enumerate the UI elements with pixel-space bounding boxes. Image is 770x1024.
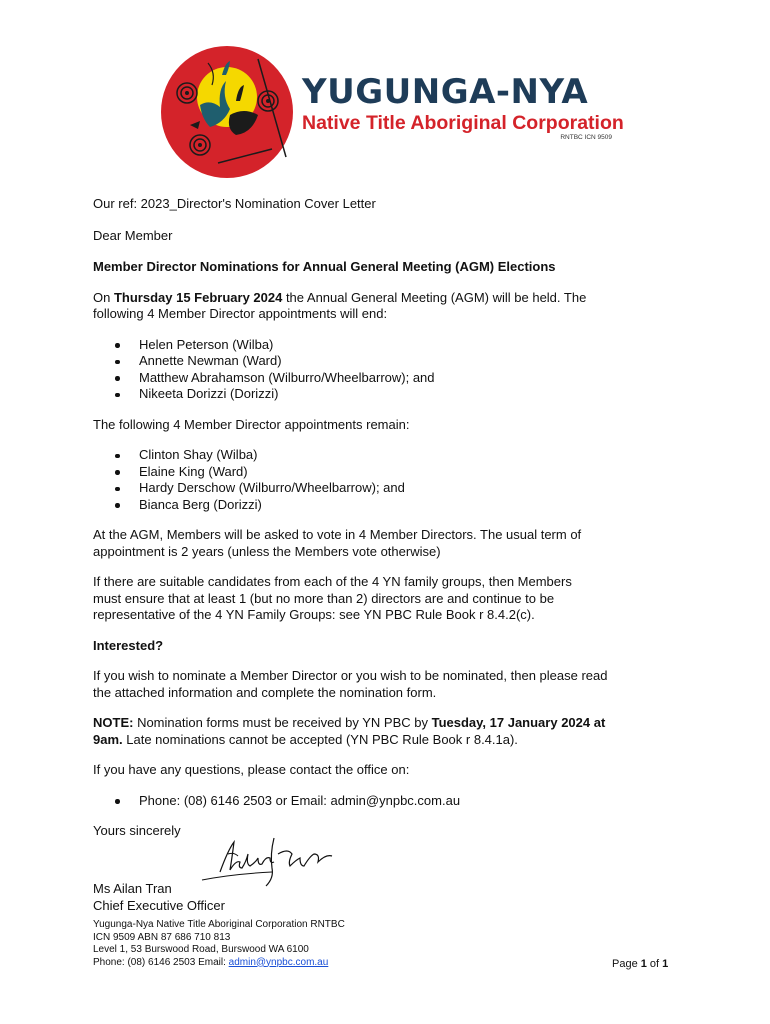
- nominate-paragraph: If you wish to nominate a Member Director or you wish to be nominated, then please read the attached information and complete the nomination form.: [93, 668, 608, 700]
- footer-contact: Phone: (08) 6146 2503 Email: admin@ynpbc.com.au: [93, 956, 329, 968]
- list-item: Elaine King (Ward): [93, 464, 673, 481]
- list-item: Nikeeta Dorizzi (Dorizzi): [93, 386, 673, 403]
- list-item: Helen Peterson (Wilba): [93, 337, 673, 354]
- intro-paragraph: On Thursday 15 February 2024 the Annual General Meeting (AGM) will be held. The following 4 Member Director appointments will end:: [93, 289, 587, 321]
- note-label: NOTE:: [93, 715, 134, 730]
- family-groups-paragraph: If there are suitable candidates from each of the 4 YN family groups, then Members must ensure that at least 1 (but no more than 2) directors are and continue to be representative of the 4 YN Family Groups: see YN PBC Rule Book r 8.4.2(c).: [93, 574, 572, 622]
- signatory-name: Ms Ailan Tran: [93, 881, 172, 896]
- footer-address: Level 1, 53 Burswood Road, Burswood WA 6100: [93, 944, 309, 955]
- questions-line: If you have any questions, please contact the office on:: [93, 762, 410, 777]
- letter-body: [93, 196, 673, 840]
- list-item: Phone: (08) 6146 2503 or Email: admin@ynpbc.com.au: [93, 793, 673, 810]
- organisation-registration: RNTBC ICN 9509: [560, 134, 612, 141]
- nomination-deadline: Tuesday, 17 January 2024 at: [431, 715, 606, 730]
- remain-intro: The following 4 Member Director appointments remain:: [93, 416, 410, 432]
- page-number: Page 1 of 1: [612, 958, 669, 970]
- footer-email-link[interactable]: admin@ynpbc.com.au: [228, 956, 329, 968]
- organisation-subtitle: Native Title Aboriginal Corporation: [302, 112, 624, 134]
- signatory-block: [93, 880, 225, 914]
- contact-list: [93, 793, 673, 810]
- list-item: Hardy Derschow (Wilburro/Wheelbarrow); and: [93, 480, 673, 497]
- signatory-title: Chief Executive Officer: [93, 898, 225, 913]
- organisation-brand: [302, 72, 624, 141]
- remaining-appointments-list: [93, 447, 673, 513]
- list-item: Bianca Berg (Dorizzi): [93, 497, 673, 514]
- vote-paragraph: At the AGM, Members will be asked to vote in 4 Member Directors. The usual term of appointment is 2 years (unless the Members vote otherwise): [93, 527, 582, 559]
- interested-heading: Interested?: [93, 637, 164, 653]
- list-item: Annette Newman (Ward): [93, 353, 673, 370]
- salutation: Dear Member: [93, 227, 173, 243]
- footer-icn-abn: ICN 9509 ABN 87 686 710 813: [93, 931, 231, 943]
- note-paragraph: NOTE: Nomination forms must be received by YN PBC by Tuesday, 17 January 2024 at 9am. Late nominations cannot be accepted (YN PBC Rule Book r 8.4.1a).: [93, 715, 606, 747]
- organisation-logo-emblem: [160, 45, 294, 179]
- closing: Yours sincerely: [93, 823, 181, 838]
- letter-subject: Member Director Nominations for Annual General Meeting (AGM) Elections: [93, 259, 556, 274]
- list-item: Clinton Shay (Wilba): [93, 447, 673, 464]
- organisation-name: YUGUNGA-NYA: [302, 72, 589, 112]
- agm-date: Thursday 15 February 2024: [113, 289, 283, 305]
- footer-org-line: Yugunga-Nya Native Title Aboriginal Corporation RNTBC: [93, 919, 345, 930]
- reference-line: Our ref: 2023_Director's Nomination Cover Letter: [93, 196, 376, 211]
- letter-footer: [93, 919, 345, 969]
- ending-appointments-list: [93, 337, 673, 403]
- list-item: Matthew Abrahamson (Wilburro/Wheelbarrow); and: [93, 370, 673, 387]
